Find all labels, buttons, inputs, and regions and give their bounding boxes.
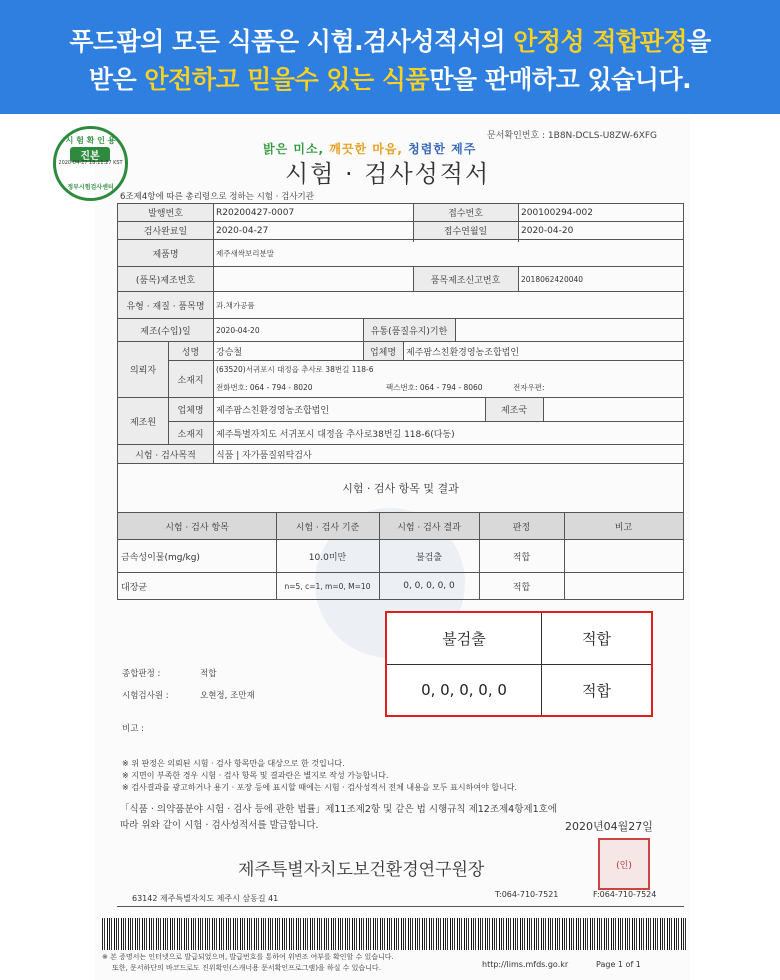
recv-no: 200100294-002 [521, 207, 593, 218]
results-header-standard: 시험 · 검사 기준 [276, 513, 379, 539]
result-row-1-item: 금속성이물(mg/kg) [121, 552, 200, 563]
client-company: 제주팜스친환경영농조합법인 [406, 347, 520, 358]
result-row-2-judgement: 적합 [512, 582, 531, 593]
footer-fax: F:064-710-7524 [593, 890, 657, 899]
slogan: 밝은 미소, 깨끗한 마음, 청렴한 제주 [263, 142, 477, 156]
issue-no-label: 발행번호 [118, 204, 213, 221]
client-phone: 전화번호: 064 - 794 - 8020 [216, 382, 313, 392]
zoom-row-2-result: 0, 0, 0, 0, 0 [387, 665, 542, 715]
result-row-1-standard: 10.0미만 [308, 552, 347, 563]
note-1: ※ 위 판정은 의뢰된 시험 · 검사 항목만을 대상으로 한 것입니다. [122, 759, 345, 768]
maker-address-label: 소재지 [168, 422, 213, 444]
note-3: ※ 검사결과를 광고하거나 용기 · 포장 등에 표시할 때에는 시험 · 검사성적서 전체 내용을 모두 표시하여야 합니다. [122, 783, 518, 792]
purpose: 식품 | 자가품질위탁검사 [216, 450, 312, 461]
agency-line: 6조제4항에 따른 총리령으로 정하는 시험 · 검사기관 [120, 192, 314, 202]
zoom-row-1-result: 불검출 [387, 613, 542, 665]
result-row-2-result: 0, 0, 0, 0, 0 [403, 581, 455, 591]
test-report-document [58, 118, 690, 980]
overall-label: 종합판정 : [122, 669, 161, 679]
results-header-judgement: 판정 [479, 513, 564, 539]
product-label: 제품명 [118, 240, 213, 266]
mfg-no-label: (품목)제조번호 [118, 267, 213, 291]
official-seal: (인) [598, 838, 650, 890]
page-indicator: Page 1 of 1 [596, 960, 641, 969]
expiry [455, 319, 683, 341]
document-title: 시험 · 검사성적서 [285, 160, 491, 188]
bottom-note-1: ※ 본 증명서는 인터넷으로 발급되었으며, 발급번호를 통하여 위변조 여부를 확인할 수 있습니다. [102, 953, 394, 961]
recv-date: 2020-04-20 [521, 225, 574, 236]
maker-label: 제조원 [118, 398, 168, 444]
client-address: (63520)서귀포시 대정읍 추사로 38번길 118-6 [216, 364, 374, 374]
issue-date: 2020년04월27일 [565, 820, 653, 833]
expiry-label: 유통(품질유지)기한 [363, 319, 455, 341]
doc-check-number: 문서확인번호 : 1B8N-DCLS-U8ZW-6XFG [487, 131, 658, 141]
footer-tel: T:064-710-7521 [495, 890, 559, 899]
remarks-label: 비고 : [122, 724, 144, 734]
mfg-date-label: 제조(수입)일 [118, 319, 213, 341]
banner-line-1: 푸드팜의 모든 식품은 시험.검사성적서의 안정성 적합판정을 [69, 27, 711, 56]
country-label: 제조국 [485, 398, 543, 421]
result-zoom-callout [385, 611, 653, 717]
verification-url[interactable]: http://lims.mfds.go.kr [482, 960, 569, 969]
top-banner [0, 0, 780, 114]
purpose-label: 시험 · 검사목적 [118, 445, 213, 463]
results-header-item: 시험 · 검사 항목 [118, 513, 276, 539]
client-label: 의뢰자 [118, 342, 168, 397]
result-row-1-result: 불검출 [415, 552, 443, 563]
verification-barcode [102, 918, 687, 950]
client-company-label: 업체명 [363, 342, 403, 360]
product-name: 제주새싹보리분말 [216, 248, 274, 258]
inspectors: 오현정, 조만재 [200, 691, 255, 701]
footer-address: 63142 제주특별자치도 제주시 삼동길 41 [132, 894, 279, 903]
client-fax: 팩스번호: 064 - 794 - 8060 [386, 382, 483, 392]
result-row-2-standard: n=5, c=1, m=0, M=10 [284, 581, 371, 591]
results-title: 시험 · 검사 항목 및 결과 [342, 482, 459, 495]
inspector-label: 시험검사원 : [122, 691, 169, 701]
results-header-remark: 비고 [564, 513, 683, 539]
zoom-row-2-judgement: 적합 [582, 681, 611, 700]
zoom-row-1-judgement: 적합 [542, 613, 651, 665]
complete-date: 2020-04-27 [216, 225, 269, 236]
overall-judgement: 적합 [200, 669, 217, 679]
results-header-result: 시험 · 검사 결과 [379, 513, 479, 539]
recv-date-label: 접수연월일 [413, 222, 518, 239]
client-email: 전자우편: [513, 382, 545, 392]
law-line-2: 따라 위와 같이 시험 · 검사성적서를 발급합니다. [120, 820, 319, 831]
client-name: 강승철 [216, 347, 243, 358]
result-row-1-judgement: 적합 [512, 552, 531, 563]
report-no: 2018062420040 [521, 274, 584, 284]
complete-date-label: 검사완료일 [118, 222, 213, 239]
banner-line-2: 받은 안전하고 믿을수 있는 식품만을 판매하고 있습니다. [88, 65, 692, 94]
type-value: 과.채가공품 [216, 300, 255, 310]
recv-no-label: 접수번호 [413, 204, 518, 221]
maker-company-label: 업체명 [168, 398, 213, 421]
issuer-name: 제주특별자치도보건환경연구원장 [238, 860, 485, 880]
bottom-note-2: 또한, 문서하단의 바코드로도 진위확인(스캐너용 문서확인프로그램)을 하실 수 있습니다. [112, 964, 381, 972]
authenticity-stamp: 시 험 확 인 용 진본 2020-04-27 18:11:27 KST 정부시험검사센터 [53, 126, 128, 201]
law-line-1: 「식품 · 의약품분야 시험 · 검사 등에 관한 법률」제11조제2항 및 같은 법 시행규칙 제12조제4항제1호에 [120, 804, 557, 815]
mfg-date: 2020-04-20 [216, 325, 260, 335]
client-address-label: 소재지 [168, 361, 213, 397]
client-name-label: 성명 [168, 342, 213, 360]
maker-address: 제주특별자치도 서귀포시 대정읍 추사로38번길 118-6(다동) [216, 429, 455, 440]
report-no-label: 품목제조신고번호 [413, 267, 518, 291]
mfg-no [213, 267, 413, 291]
note-2: ※ 지면이 부족한 경우 시험 · 검사 항목 및 결과란은 별지로 작성 가능합니다. [122, 771, 389, 780]
issue-no: R20200427-0007 [216, 207, 295, 218]
result-row-2-item: 대장균 [121, 582, 148, 593]
type-label: 유형 · 재질 · 품목명 [118, 292, 213, 318]
maker-company: 제주팜스친환경영농조합법인 [216, 406, 330, 416]
